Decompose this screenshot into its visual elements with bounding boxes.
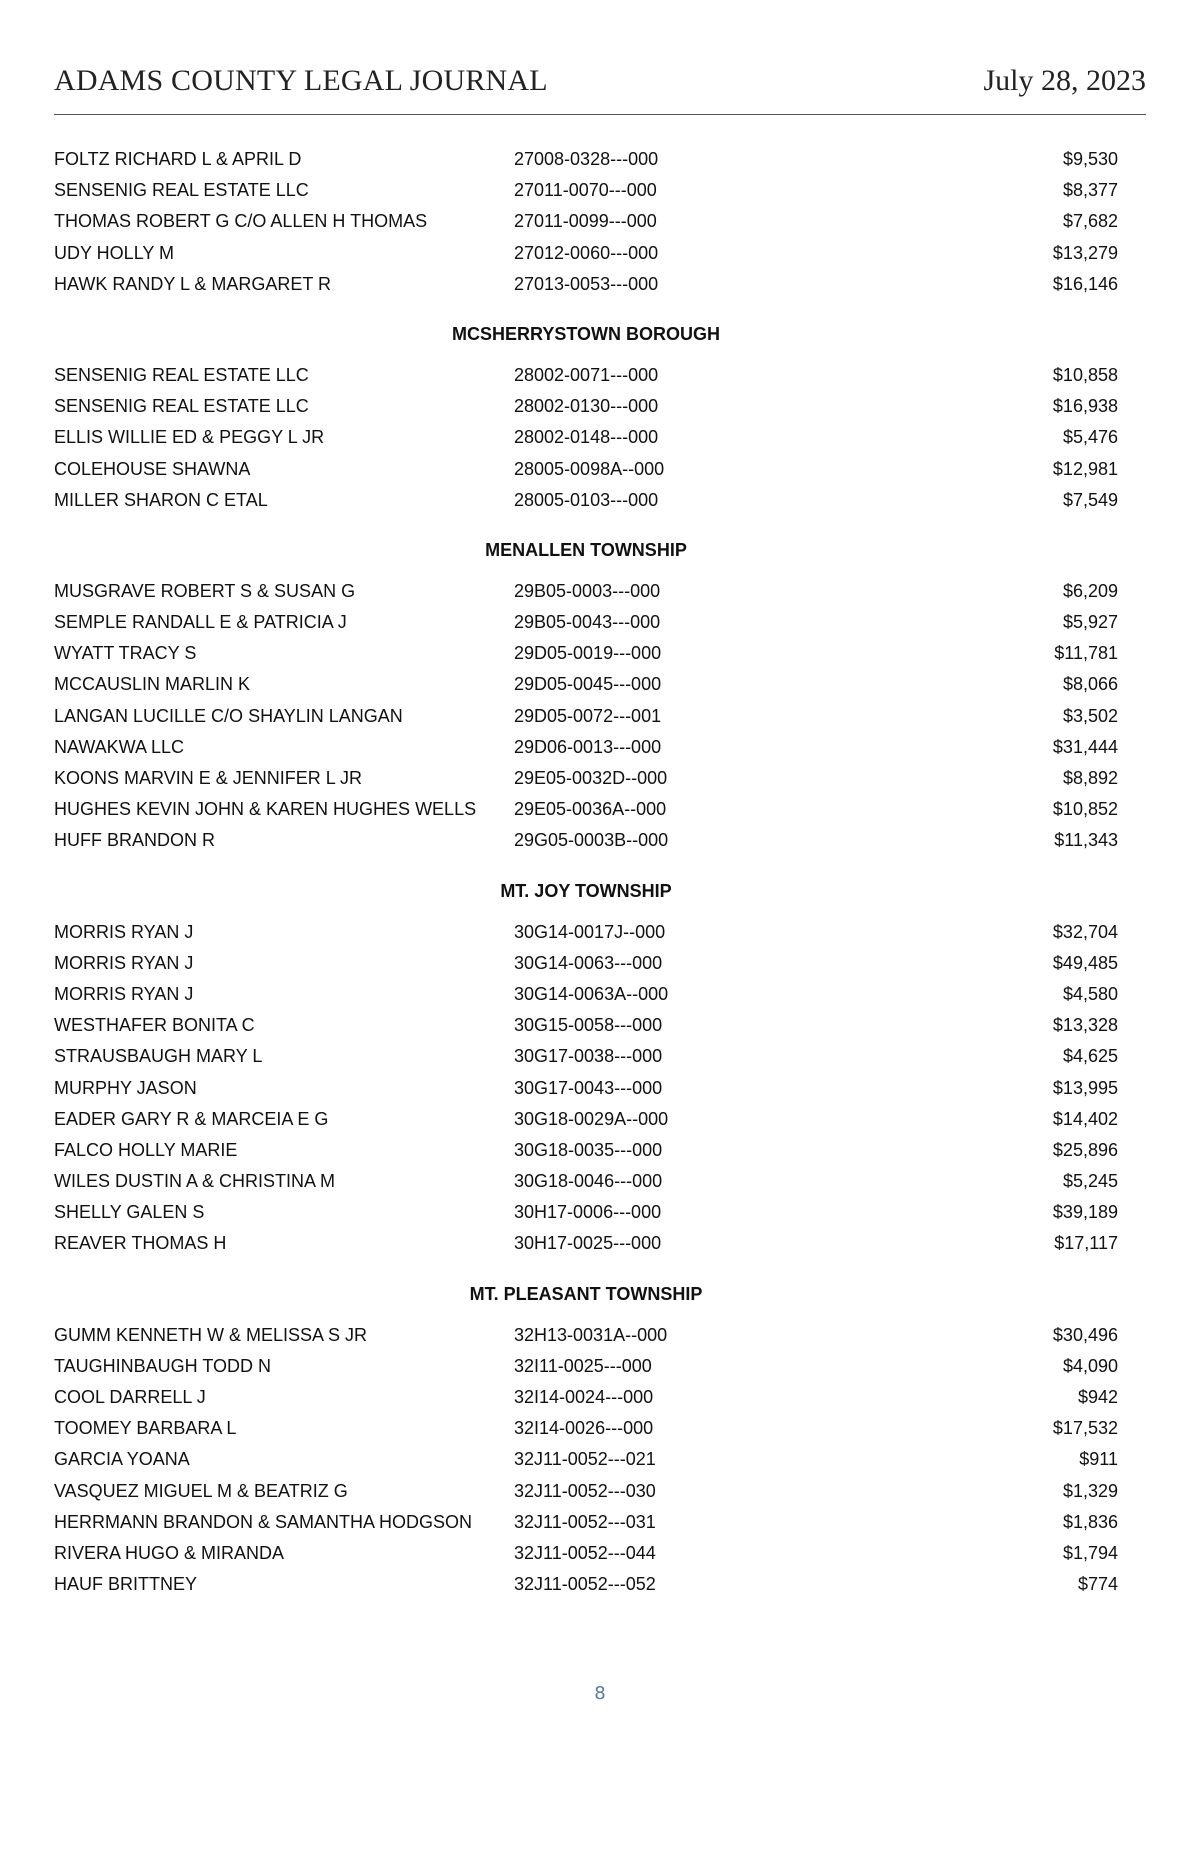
owner-name: SHELLY GALEN S [54, 1202, 205, 1223]
owner-name: MILLER SHARON C ETAL [54, 489, 268, 510]
parcel-number: 29E05-0032D--000 [514, 768, 668, 788]
parcel-number: 32H13-0031A--000 [514, 1324, 668, 1345]
owner-name: SENSENIG REAL ESTATE LLC [54, 364, 309, 385]
amount-due: $17,117 [1054, 1233, 1118, 1254]
issue-date: July 28, 2023 [983, 64, 1146, 97]
amount-due: $8,892 [1062, 768, 1118, 788]
parcel-number: 32I14-0026---000 [514, 1418, 654, 1439]
amount-due: $9,530 [1062, 149, 1118, 169]
owner-name: WESTHAFER BONITA C [54, 1015, 255, 1036]
amount-due: $30,496 [1052, 1324, 1118, 1345]
amount-due: $3,502 [1062, 705, 1118, 726]
table-row [54, 1351, 1118, 1382]
section-heading: MT. PLEASANT TOWNSHIP [469, 1283, 703, 1304]
parcel-number: 30G17-0038---000 [514, 1046, 663, 1067]
owner-name: HERRMANN BRANDON & SAMANTHA HODGSON [54, 1511, 473, 1532]
owner-name: TOOMEY BARBARA L [54, 1418, 237, 1439]
parcel-number: 27013-0053---000 [514, 273, 659, 294]
parcel-number: 32I14-0024---000 [514, 1387, 654, 1407]
table-row [54, 1135, 1118, 1166]
amount-due: $25,896 [1052, 1139, 1118, 1160]
parcel-number: 30H17-0006---000 [514, 1202, 662, 1223]
table-row [54, 1413, 1118, 1444]
table-row [54, 1538, 1118, 1569]
parcel-number: 32J11-0052---031 [514, 1511, 656, 1532]
amount-due: $31,444 [1052, 736, 1118, 757]
parcel-number: 29D06-0013---000 [514, 736, 662, 757]
amount-due: $5,245 [1062, 1171, 1118, 1192]
parcel-number: 28002-0148---000 [514, 427, 659, 448]
parcel-number: 30G15-0058---000 [514, 1015, 663, 1036]
owner-name: TAUGHINBAUGH TODD N [54, 1355, 272, 1376]
amount-due: $7,682 [1062, 211, 1118, 232]
listing-section [54, 308, 1118, 516]
amount-due: $49,485 [1052, 952, 1118, 973]
parcel-number: 29G05-0003B--000 [514, 830, 669, 851]
table-row [54, 1444, 1118, 1475]
owner-name: SENSENIG REAL ESTATE LLC [54, 180, 309, 201]
parcel-number: 29B05-0003---000 [514, 580, 661, 601]
parcel-number: 29B05-0043---000 [514, 612, 661, 633]
table-row [54, 360, 1118, 391]
owner-name: HAUF BRITTNEY [54, 1574, 198, 1595]
owner-name: FOLTZ RICHARD L & APRIL D [54, 149, 302, 169]
table-row [54, 1228, 1118, 1259]
amount-due: $1,836 [1062, 1511, 1118, 1532]
table-row [54, 269, 1118, 300]
amount-due: $7,549 [1062, 489, 1118, 510]
parcel-number: 30G18-0035---000 [514, 1139, 663, 1160]
amount-due: $12,981 [1052, 458, 1118, 479]
parcel-number: 32J11-0052---052 [514, 1574, 656, 1595]
owner-name: STRAUSBAUGH MARY L [54, 1046, 263, 1067]
owner-name: WYATT TRACY S [54, 643, 197, 664]
parcel-number: 30G17-0043---000 [514, 1077, 663, 1098]
table-row [54, 607, 1118, 638]
listing-section [54, 144, 1118, 300]
table-row [54, 391, 1118, 422]
journal-title: ADAMS COUNTY LEGAL JOURNAL [54, 64, 548, 97]
table-row [54, 948, 1118, 979]
table-row [54, 763, 1118, 794]
owner-name: VASQUEZ MIGUEL M & BEATRIZ G [54, 1480, 348, 1501]
table-row [54, 979, 1118, 1010]
parcel-number: 29D05-0019---000 [514, 643, 662, 664]
owner-name: MORRIS RYAN J [54, 983, 194, 1004]
owner-name: EADER GARY R & MARCEIA E G [54, 1108, 329, 1129]
page-header [54, 64, 1146, 115]
table-row [54, 638, 1118, 669]
amount-due: $17,532 [1052, 1418, 1118, 1439]
table-row [54, 1320, 1118, 1351]
amount-due: $4,090 [1062, 1355, 1118, 1376]
parcel-number: 30G18-0029A--000 [514, 1108, 669, 1129]
parcel-number: 27011-0070---000 [514, 180, 657, 201]
parcel-number: 30H17-0025---000 [514, 1233, 662, 1254]
page-number: 8 [594, 1683, 606, 1704]
owner-name: WILES DUSTIN A & CHRISTINA M [54, 1171, 336, 1192]
owner-name: COLEHOUSE SHAWNA [54, 458, 251, 479]
table-row [54, 1197, 1118, 1228]
amount-due: $32,704 [1052, 921, 1118, 942]
amount-due: $11,781 [1054, 643, 1118, 664]
table-row [54, 1073, 1118, 1104]
owner-name: MORRIS RYAN J [54, 921, 194, 942]
table-row [54, 732, 1118, 763]
amount-due: $1,794 [1062, 1542, 1118, 1563]
table-row [54, 1104, 1118, 1135]
amount-due: $10,858 [1052, 364, 1118, 385]
owner-name: THOMAS ROBERT G C/O ALLEN H THOMAS [54, 211, 428, 232]
section-heading: MT. JOY TOWNSHIP [500, 880, 672, 901]
listing-section [54, 865, 1118, 1260]
parcel-number: 29E05-0036A--000 [514, 799, 667, 820]
table-row [54, 825, 1118, 856]
amount-due: $4,625 [1062, 1046, 1118, 1067]
table-row [54, 1041, 1118, 1072]
table-row [54, 175, 1118, 206]
owner-name: UDY HOLLY M [54, 242, 175, 263]
parcel-number: 28005-0098A--000 [514, 458, 665, 479]
amount-due: $13,279 [1052, 242, 1118, 263]
table-row [54, 1010, 1118, 1041]
section-heading: MENALLEN TOWNSHIP [485, 539, 687, 560]
table-row [54, 1507, 1118, 1538]
amount-due: $4,580 [1062, 983, 1118, 1004]
amount-due: $16,146 [1052, 273, 1118, 294]
owner-name: LANGAN LUCILLE C/O SHAYLIN LANGAN [54, 705, 403, 726]
table-row [54, 669, 1118, 700]
table-row [54, 238, 1118, 269]
table-row [54, 1476, 1118, 1507]
table-row [54, 454, 1118, 485]
table-row [54, 422, 1118, 453]
parcel-number: 28002-0071---000 [514, 364, 659, 385]
parcel-number: 30G14-0017J--000 [514, 921, 666, 942]
amount-due: $11,343 [1054, 830, 1118, 851]
parcel-number: 32I11-0025---000 [514, 1355, 652, 1376]
parcel-number: 30G14-0063A--000 [514, 983, 669, 1004]
amount-due: $5,927 [1062, 612, 1118, 633]
amount-due: $774 [1077, 1574, 1118, 1595]
table-row [54, 1382, 1118, 1413]
owner-name: REAVER THOMAS H [54, 1233, 227, 1254]
section-heading: MCSHERRYSTOWN BOROUGH [451, 323, 720, 344]
parcel-number: 32J11-0052---021 [514, 1449, 656, 1470]
owner-name: NAWAKWA LLC [54, 736, 185, 757]
owner-name: ELLIS WILLIE ED & PEGGY L JR [54, 427, 325, 448]
parcel-number: 28002-0130---000 [514, 396, 659, 417]
amount-due: $8,066 [1062, 674, 1118, 695]
table-row [54, 794, 1118, 825]
parcel-number: 30G18-0046---000 [514, 1171, 663, 1192]
table-row [54, 206, 1118, 237]
tax-listing [54, 144, 1118, 1600]
amount-due: $39,189 [1052, 1202, 1118, 1223]
owner-name: MURPHY JASON [54, 1077, 197, 1098]
owner-name: HUGHES KEVIN JOHN & KAREN HUGHES WELLS [54, 799, 477, 820]
table-row [54, 917, 1118, 948]
owner-name: SENSENIG REAL ESTATE LLC [54, 396, 309, 417]
owner-name: MUSGRAVE ROBERT S & SUSAN G [54, 580, 356, 601]
parcel-number: 32J11-0052---044 [514, 1542, 656, 1563]
amount-due: $1,329 [1062, 1480, 1118, 1501]
amount-due: $13,328 [1052, 1015, 1118, 1036]
owner-name: SEMPLE RANDALL E & PATRICIA J [54, 612, 347, 633]
owner-name: GARCIA YOANA [54, 1449, 190, 1470]
amount-due: $13,995 [1052, 1077, 1118, 1098]
owner-name: RIVERA HUGO & MIRANDA [54, 1542, 285, 1563]
owner-name: HUFF BRANDON R [54, 830, 215, 851]
parcel-number: 28005-0103---000 [514, 489, 659, 510]
parcel-number: 32J11-0052---030 [514, 1480, 656, 1501]
parcel-number: 29D05-0072---001 [514, 705, 662, 726]
amount-due: $6,209 [1062, 580, 1118, 601]
amount-due: $5,476 [1062, 427, 1118, 448]
parcel-number: 27008-0328---000 [514, 149, 659, 169]
table-row [54, 576, 1118, 607]
amount-due: $942 [1077, 1387, 1118, 1407]
parcel-number: 27012-0060---000 [514, 242, 659, 263]
owner-name: MCCAUSLIN MARLIN K [54, 674, 251, 695]
table-row [54, 1569, 1118, 1600]
table-row [54, 144, 1118, 175]
owner-name: KOONS MARVIN E & JENNIFER L JR [54, 768, 363, 788]
table-row [54, 485, 1118, 516]
amount-due: $911 [1079, 1449, 1118, 1470]
owner-name: MORRIS RYAN J [54, 952, 194, 973]
parcel-number: 27011-0099---000 [514, 211, 657, 232]
parcel-number: 30G14-0063---000 [514, 952, 663, 973]
parcel-number: 29D05-0045---000 [514, 674, 662, 695]
amount-due: $14,402 [1052, 1108, 1118, 1129]
owner-name: FALCO HOLLY MARIE [54, 1139, 238, 1160]
table-row [54, 701, 1118, 732]
amount-due: $10,852 [1052, 799, 1118, 820]
owner-name: GUMM KENNETH W & MELISSA S JR [54, 1324, 368, 1345]
owner-name: HAWK RANDY L & MARGARET R [54, 273, 332, 294]
table-row [54, 1166, 1118, 1197]
owner-name: COOL DARRELL J [54, 1387, 206, 1407]
amount-due: $8,377 [1062, 180, 1118, 201]
amount-due: $16,938 [1052, 396, 1118, 417]
listing-section [54, 1268, 1118, 1601]
listing-section [54, 524, 1118, 857]
